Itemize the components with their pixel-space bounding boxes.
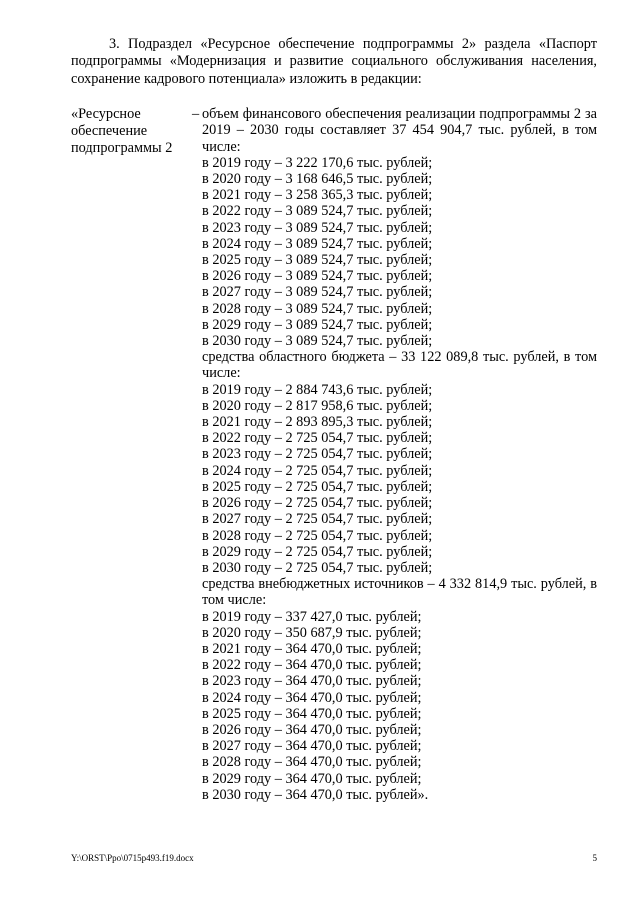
year-line: в 2026 году – 364 470,0 тыс. рублей; (202, 721, 422, 738)
year-line: в 2020 году – 350 687,9 тыс. рублей; (202, 624, 422, 641)
year-line: в 2029 году – 3 089 524,7 тыс. рублей; (202, 316, 433, 333)
year-line: в 2027 году – 2 725 054,7 тыс. рублей; (202, 511, 433, 528)
extrabudget-years-list (202, 609, 597, 803)
year-line: в 2024 году – 364 470,0 тыс. рублей; (202, 689, 422, 706)
year-line: в 2019 году – 3 222 170,6 тыс. рублей; (202, 154, 433, 171)
year-line: в 2026 году – 2 725 054,7 тыс. рублей; (202, 495, 433, 512)
year-line: в 2028 году – 364 470,0 тыс. рублей; (202, 754, 422, 771)
intro-paragraph: 3. Подраздел «Ресурсное обеспечение подпрограммы 2» раздела «Паспорт подпрограммы «Модернизация и развитие социального обслуживания населения, сохранение кадрового потенциала» изложить в редакции: (71, 36, 597, 87)
document-page (71, 36, 597, 803)
total-years-list (202, 155, 597, 349)
year-line: в 2020 году – 2 817 958,6 тыс. рублей; (202, 397, 433, 414)
year-line: в 2027 году – 364 470,0 тыс. рублей; (202, 738, 422, 755)
year-line: в 2022 году – 3 089 524,7 тыс. рублей; (202, 203, 433, 220)
page-footer (71, 853, 597, 863)
year-line: в 2022 году – 364 470,0 тыс. рублей; (202, 657, 422, 674)
year-line: в 2021 году – 364 470,0 тыс. рублей; (202, 640, 422, 657)
dash-cell: – (192, 106, 200, 123)
year-line: в 2025 году – 3 089 524,7 тыс. рублей; (202, 252, 433, 269)
year-line: в 2023 году – 2 725 054,7 тыс. рублей; (202, 446, 433, 463)
year-line: в 2025 году – 364 470,0 тыс. рублей; (202, 705, 422, 722)
year-line: в 2023 году – 3 089 524,7 тыс. рублей; (202, 219, 433, 236)
year-line: в 2029 году – 364 470,0 тыс. рублей; (202, 770, 422, 787)
year-line: в 2019 году – 2 884 743,6 тыс. рублей; (202, 381, 433, 398)
resource-label-line: «Ресурсное (71, 106, 141, 123)
regional-budget-summary: средства областного бюджета – 33 122 089,8 тыс. рублей, в том числе: (202, 349, 597, 382)
year-line: в 2021 году – 2 893 895,3 тыс. рублей; (202, 414, 433, 431)
total-summary: объем финансового обеспечения реализации подпрограммы 2 за 2019 – 2030 годы составляет 37 454 904,7 тыс. рублей, в том числе: (202, 106, 597, 155)
year-line: в 2026 году – 3 089 524,7 тыс. рублей; (202, 268, 433, 285)
year-line: в 2027 году – 3 089 524,7 тыс. рублей; (202, 284, 433, 301)
resource-label-line: обеспечение (71, 123, 148, 140)
year-line: в 2019 году – 337 427,0 тыс. рублей; (202, 608, 422, 625)
resource-value-cell (202, 106, 597, 803)
extrabudget-summary: средства внебюджетных источников – 4 332 814,9 тыс. рублей, в том числе: (202, 576, 597, 609)
resource-label-cell (71, 106, 192, 803)
year-line: в 2024 году – 2 725 054,7 тыс. рублей; (202, 462, 433, 479)
resource-label-line: подпрограммы 2 (71, 140, 173, 157)
year-line: в 2024 году – 3 089 524,7 тыс. рублей; (202, 235, 433, 252)
year-line: в 2030 году – 364 470,0 тыс. рублей». (202, 786, 429, 803)
year-line: в 2023 году – 364 470,0 тыс. рублей; (202, 673, 422, 690)
year-line: в 2028 году – 3 089 524,7 тыс. рублей; (202, 300, 433, 317)
year-line: в 2022 году – 2 725 054,7 тыс. рублей; (202, 430, 433, 447)
file-path: Y:\ORST\Ppo\0715p493.f19.docx (71, 853, 194, 863)
year-line: в 2021 году – 3 258 365,3 тыс. рублей; (202, 187, 433, 204)
regional-years-list (202, 382, 597, 576)
year-line: в 2025 году – 2 725 054,7 тыс. рублей; (202, 478, 433, 495)
year-line: в 2030 году – 3 089 524,7 тыс. рублей; (202, 333, 433, 350)
year-line: в 2029 году – 2 725 054,7 тыс. рублей; (202, 543, 433, 560)
page-number: 5 (592, 853, 597, 863)
year-line: в 2030 году – 2 725 054,7 тыс. рублей; (202, 559, 433, 576)
year-line: в 2028 году – 2 725 054,7 тыс. рублей; (202, 527, 433, 544)
year-line: в 2020 году – 3 168 646,5 тыс. рублей; (202, 171, 433, 188)
passport-row (71, 106, 597, 803)
